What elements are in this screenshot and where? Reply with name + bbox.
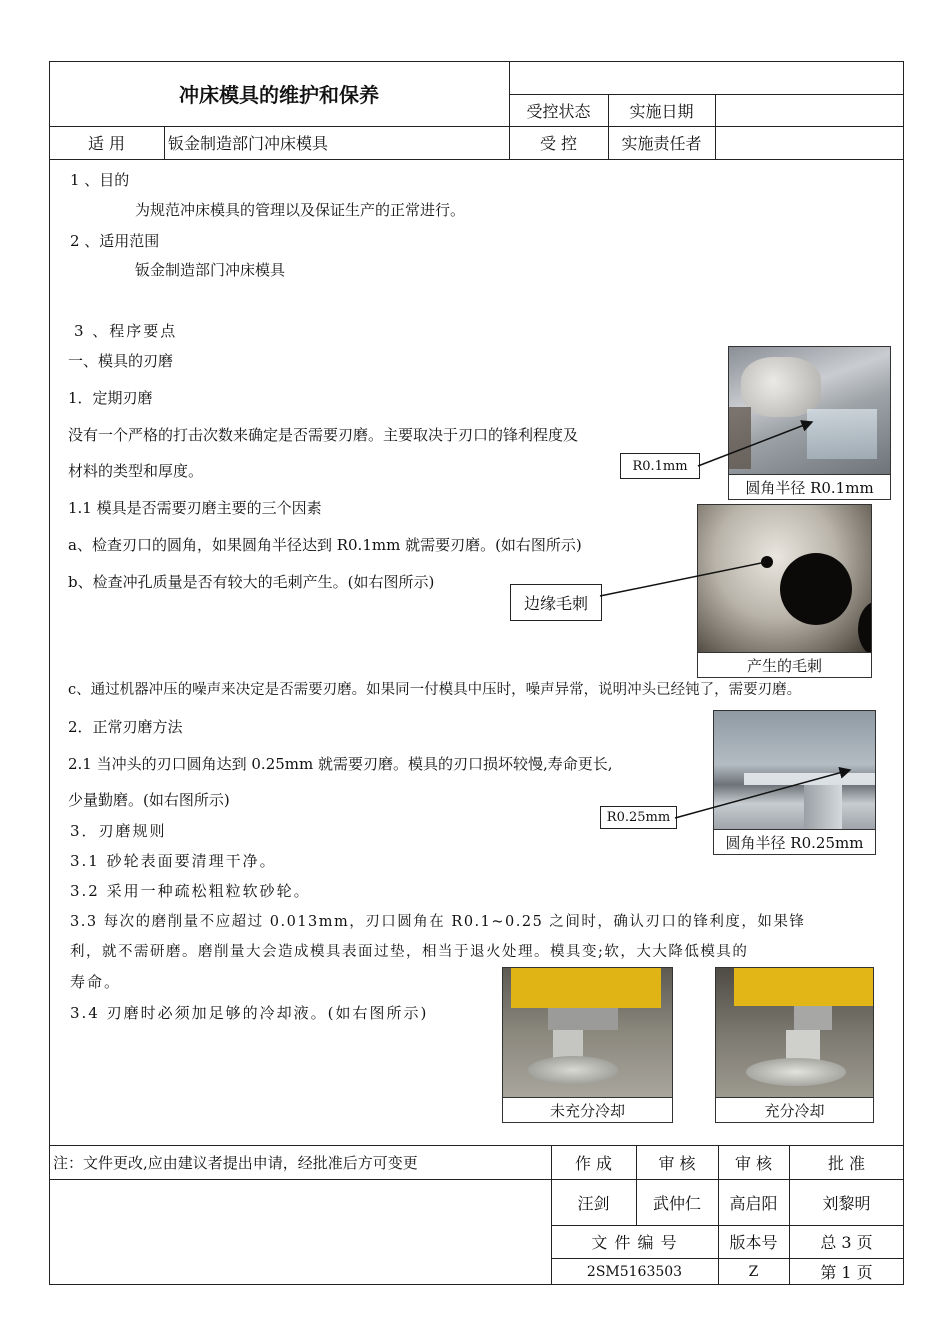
fig1-caption: 圆角半径 R0.1mm — [729, 474, 890, 499]
fig1-label: R0.1mm — [620, 453, 700, 479]
change-note: 注：文件更改,应由建议者提出申请，经批准后方可变更 — [53, 1153, 418, 1172]
approve-label: 批 准 — [827, 1153, 866, 1173]
fig2-caption: 产生的毛刺 — [698, 652, 871, 677]
photo-burr — [697, 504, 872, 678]
point-3-3-line-1: 3.3 每次的磨削量不应超过 0.013mm，刃口圆角在 R0.1~0.25 之间时，确认刃口的锋利度，如果锋 — [70, 914, 806, 930]
controlled-status-label: 受控状态 — [526, 101, 591, 121]
point-c: c、通过机器冲压的噪声来决定是否需要刃磨。如果同一付模具中压时，噪声异常，说明冲头已经钝了，需要刃磨。 — [68, 682, 802, 698]
fig2-label: 边缘毛刺 — [510, 584, 602, 621]
point-2-1-line-2: 少量勤磨。(如右图所示) — [68, 791, 230, 809]
responsible-label: 实施责任者 — [621, 134, 702, 153]
version-label: 版本号 — [729, 1233, 778, 1252]
photo-r01-edge — [728, 346, 891, 500]
apply-value: 钣金制造部门冲床模具 — [168, 134, 329, 153]
point-3-1: 3.1 砂轮表面要清理干净。 — [70, 852, 277, 870]
point-b: b、检查冲孔质量是否有较大的毛刺产生。(如右图所示) — [68, 573, 435, 591]
point-3-4: 3.4 刃磨时必须加足够的冷却液。(如右图所示) — [70, 1004, 429, 1022]
approve-by: 刘黎明 — [822, 1193, 871, 1213]
impl-date-value — [715, 94, 904, 126]
fig3-label: R0.25mm — [600, 806, 677, 829]
section-2-text: 钣金制造部门冲床模具 — [135, 261, 286, 279]
section-2-heading: 2 、适用范围 — [70, 232, 160, 250]
review1-by: 武仲仁 — [652, 1193, 701, 1213]
document-title: 冲床模具的维护和保养 — [179, 83, 379, 107]
point-3-3-line-2: 利，就不需研磨。磨削量大会造成模具表面过垫，相当于退火处理。模具变;软，大大降低模具的 — [70, 944, 749, 960]
header-bottom-line — [49, 159, 904, 160]
impl-date-label: 实施日期 — [629, 101, 694, 121]
version: Z — [748, 1263, 759, 1280]
section-3-heading: 3 、程序要点 — [74, 322, 178, 340]
point-1-line-2: 材料的类型和厚度。 — [68, 462, 204, 480]
review1-label: 审 核 — [658, 1153, 696, 1173]
doc-no: 2SM5163503 — [586, 1263, 683, 1280]
point-1-heading: 1．定期刃磨 — [68, 389, 153, 407]
responsible-value — [715, 126, 904, 159]
controlled-value: 受 控 — [539, 134, 578, 153]
apply-label: 适 用 — [87, 134, 126, 153]
photo-insufficient-cooling — [502, 967, 673, 1123]
point-2-heading: 2．正常刃磨方法 — [68, 718, 183, 736]
made-by: 汪剑 — [577, 1193, 610, 1213]
part-1-heading: 一、模具的刃磨 — [68, 352, 174, 370]
made-label: 作 成 — [574, 1153, 613, 1173]
section-1-heading: 1 、目的 — [70, 171, 130, 189]
point-a: a、检查刃口的圆角，如果圆角半径达到 R0.1mm 就需要刃磨。(如右图所示) — [68, 536, 582, 554]
point-3-2: 3.2 采用一种疏松粗粒软砂轮。 — [70, 882, 311, 900]
header-vline-4 — [164, 126, 165, 159]
fig5-caption: 充分冷却 — [716, 1097, 873, 1122]
review2-label: 审 核 — [734, 1153, 773, 1173]
point-3-heading: 3．刃磨规则 — [70, 822, 167, 840]
point-1-line-1: 没有一个严格的打击次数来确定是否需要刃磨。主要取决于刃口的锋利程度及 — [68, 426, 579, 444]
review2-by: 高启阳 — [729, 1193, 778, 1213]
point-1-1-heading: 1.1 模具是否需要刃磨主要的三个因素 — [68, 499, 322, 517]
page-number: 第 1 页 — [820, 1263, 873, 1282]
fig4-caption: 未充分冷却 — [503, 1097, 672, 1122]
point-3-3-line-3: 寿命。 — [70, 973, 122, 991]
section-1-text: 为规范冲床模具的管理以及保证生产的正常进行。 — [135, 201, 466, 219]
fig3-caption: 圆角半径 R0.25mm — [714, 829, 875, 854]
photo-r025-edge — [713, 710, 876, 855]
doc-no-label: 文 件 编 号 — [591, 1233, 678, 1252]
point-2-1-line-1: 2.1 当冲头的刃口圆角达到 0.25mm 就需要刃磨。模具的刃口损坏较慢,寿命更长, — [68, 755, 613, 773]
photo-sufficient-cooling — [715, 967, 874, 1123]
total-pages: 总 3 页 — [820, 1233, 873, 1252]
